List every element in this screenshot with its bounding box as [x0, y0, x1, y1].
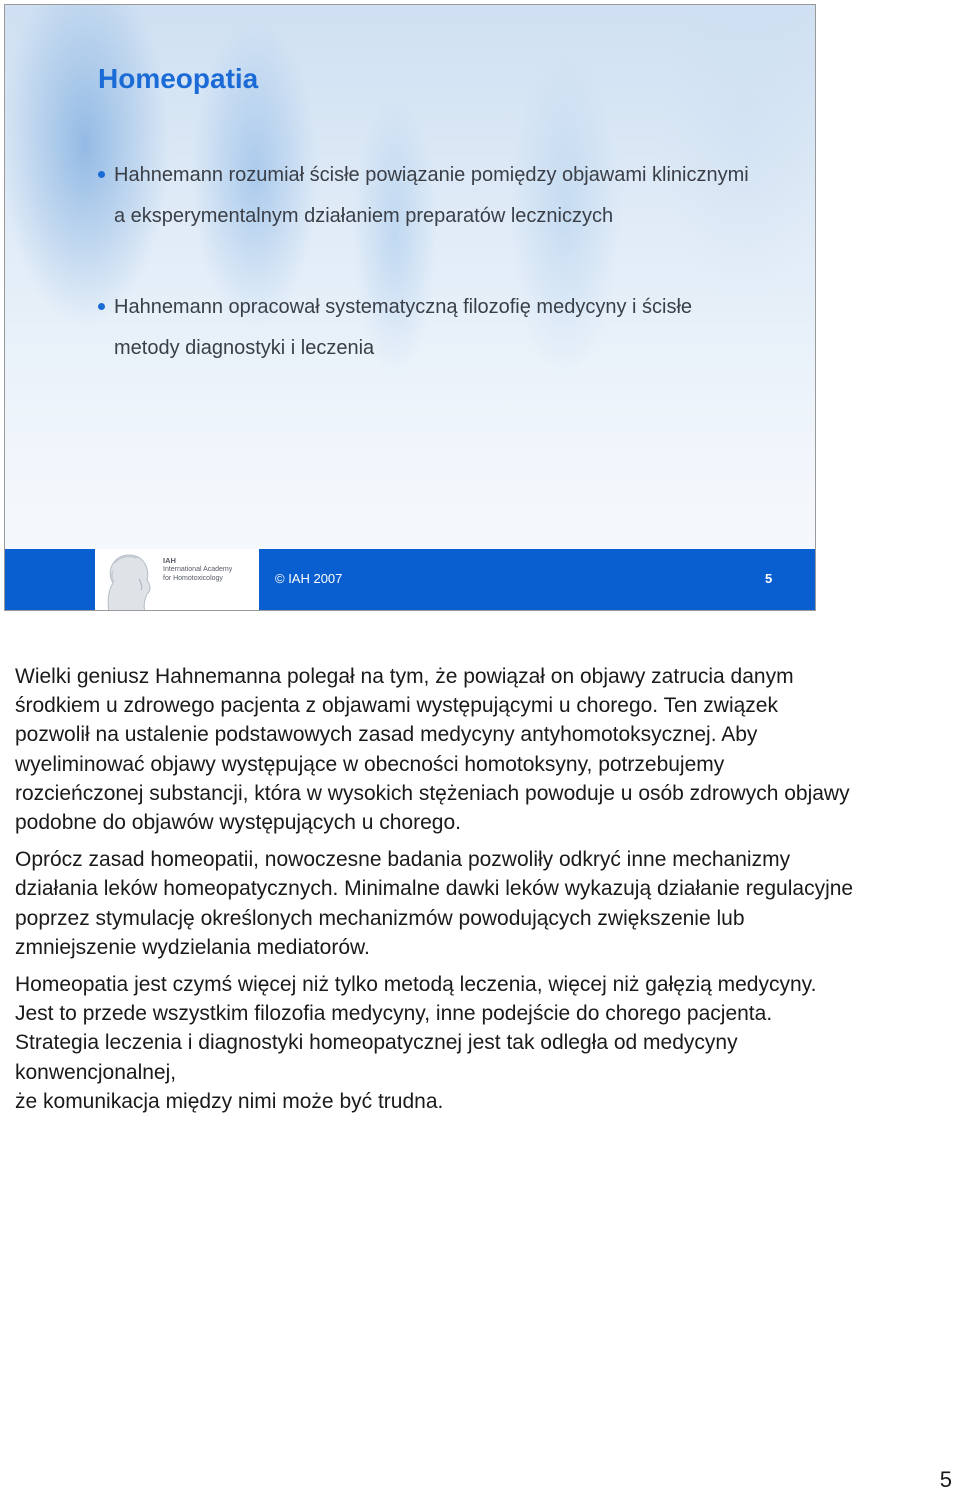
notes-paragraph: Oprócz zasad homeopatii, nowoczesne badania pozwoliły odkryć inne mechanizmy działania leków homeopatycznych. Minimalne dawki leków wykazują działanie regulacyjne poprzez stymulację określonych mechanizmów powodujących zwiększenie lub zmniejszenie wydzielania mediatorów. — [15, 848, 854, 959]
notes-text: że komunikacja między nimi może być trudna. — [15, 1089, 444, 1113]
hahnemann-portrait-icon — [99, 549, 157, 611]
bullet-item — [98, 155, 758, 237]
notes-paragraph: Wielki geniusz Hahnemanna polegał na tym, że powiązał on objawy zatrucia danym środkiem u zdrowego pacjenta z objawami występującymi u chorego. Ten związek pozwolił na ustalenie podstawowych zasad medycyny antyhomotoksycznej. Aby wyeliminować objawy występujące w obecności homotoksyny, potrzebujemy rozcieńczonej substancji, która w wysokich stężeniach powoduje u osób zdrowych objawy podobne do objawów występujących u chorego. — [15, 665, 850, 835]
bullet-dot-icon — [98, 171, 105, 178]
slide-number: 5 — [765, 571, 773, 586]
slide-title: Homeopatia — [98, 63, 259, 94]
iah-logo — [95, 549, 259, 611]
logo-text — [163, 556, 232, 583]
logo-line: International Academy — [163, 566, 233, 573]
notes-paragraph — [15, 970, 855, 1116]
bullet-item — [98, 287, 758, 369]
logo-abbr: IAH — [163, 556, 176, 565]
bullet-list — [98, 155, 758, 369]
bullet-text: Hahnemann opracował systematyczną filozofię medycyny i ścisłe metody diagnostyki i leczenia — [114, 296, 693, 359]
bullet-dot-icon — [98, 303, 105, 310]
page-number: 5 — [939, 1467, 952, 1492]
notes-text: Homeopatia jest czymś więcej niż tylko metodą leczenia, więcej niż gałęzią medycyny. Jest to przede wszystkim filozofia medycyny, inne podejście do chorego pacjenta. Strategia leczenia i diagnostyki homeopatycznej jest tak odległa od medycyny konwencjonalnej, — [15, 973, 817, 1084]
slide — [4, 4, 816, 611]
slide-footer — [5, 549, 815, 611]
bullet-text: Hahnemann rozumiał ścisłe powiązanie pomiędzy objawami klinicznymi a eksperymentalnym działaniem preparatów leczniczych — [114, 164, 749, 227]
logo-line: for Homotoxicology — [163, 575, 223, 582]
copyright-text: © IAH 2007 — [275, 571, 343, 586]
speaker-notes — [15, 662, 855, 1116]
